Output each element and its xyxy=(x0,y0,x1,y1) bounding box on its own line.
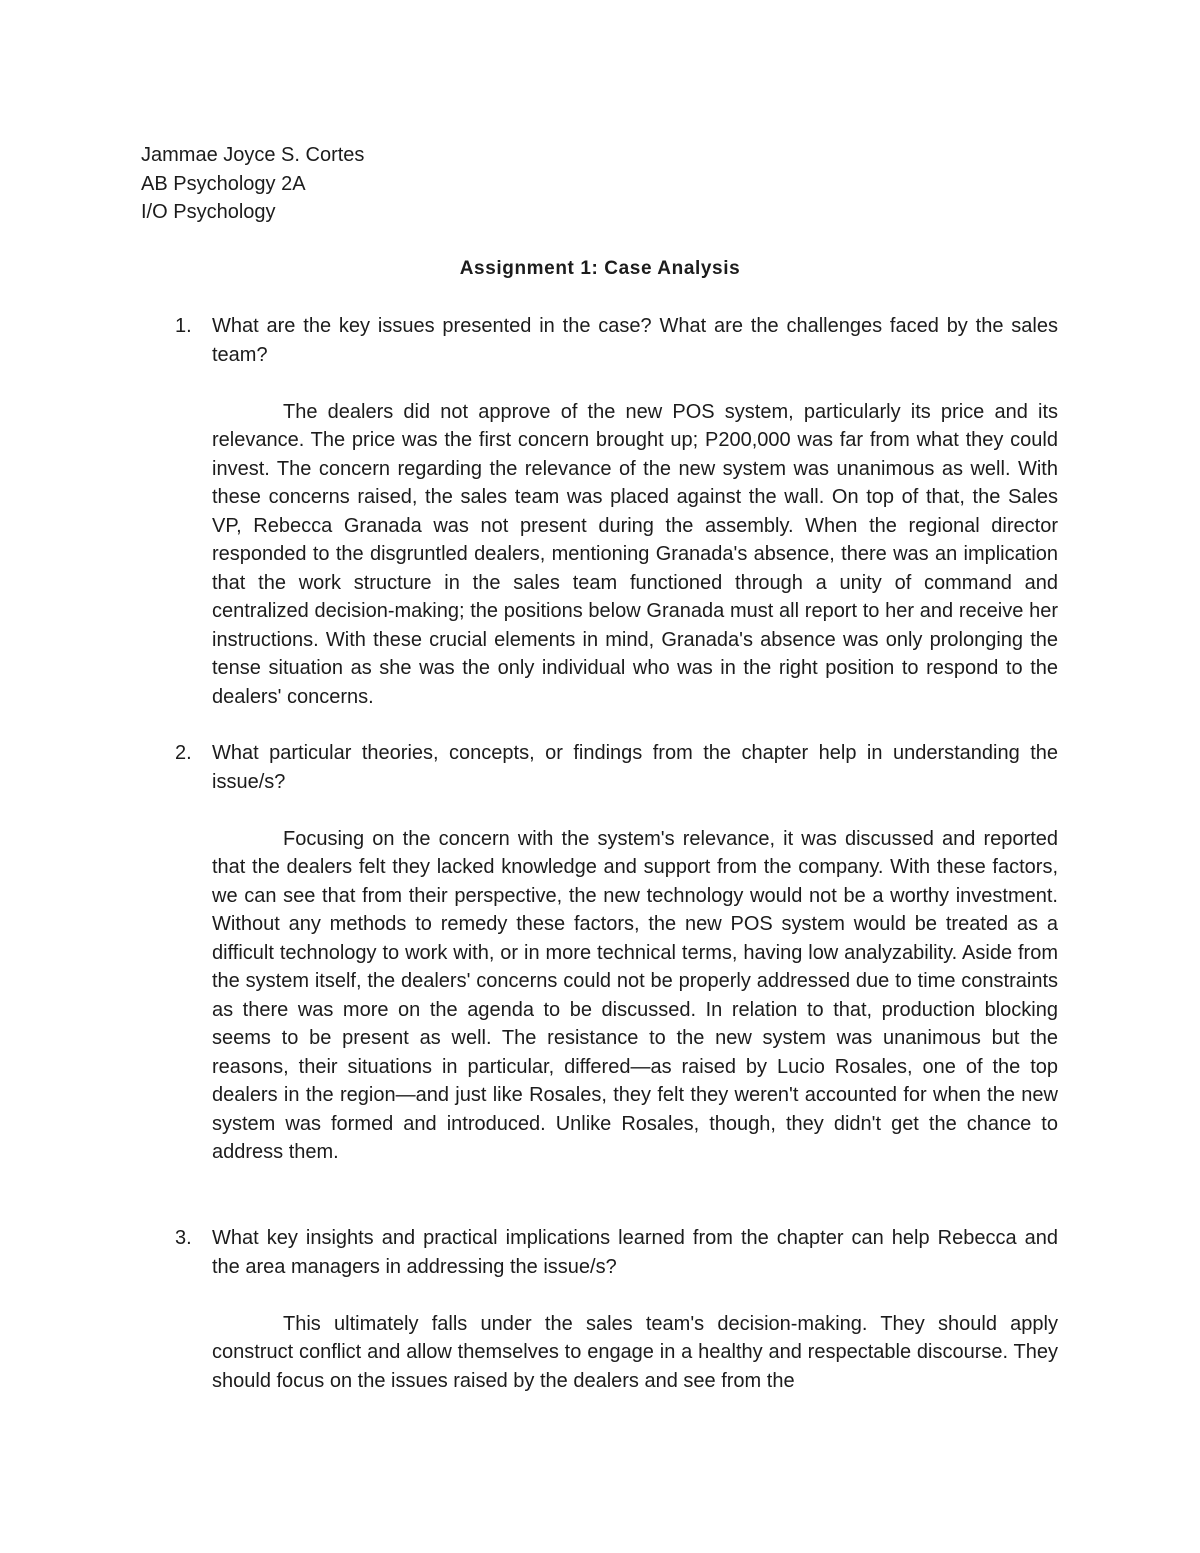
question-text: What are the key issues presented in the case? What are the challenges faced by the sales team? xyxy=(212,315,1058,366)
question-number: 2. xyxy=(175,742,192,764)
question-2 xyxy=(141,739,1058,796)
student-name: Jammae Joyce S. Cortes xyxy=(141,144,365,166)
question-text: What key insights and practical implications learned from the chapter can help Rebecca and the area managers in addressing the issue/s? xyxy=(212,1227,1058,1278)
question-block-3 xyxy=(141,1224,1058,1395)
question-1 xyxy=(141,312,1058,369)
question-block-2 xyxy=(141,739,1058,1167)
assignment-title: Assignment 1: Case Analysis xyxy=(459,258,741,279)
student-program: AB Psychology 2A xyxy=(141,172,306,195)
course-name: I/O Psychology xyxy=(141,201,276,223)
student-header xyxy=(141,141,364,227)
answer-2: Focusing on the concern with the system's relevance, it was discussed and reported that the dealers felt they lacked knowledge and support from the company. With these factors, we can see that from their perspective, the new technology would not be a worthy investment. Without any methods to remedy these factors, the new POS system would be treated as a difficult technology to work with, or in more technical terms, having low analyzability. Aside from the system itself, the dealers' concerns could not be properly addressed due to time constraints as there was more on the agenda to be discussed. In relation to that, production blocking seems to be present as well. The resistance to the new system was unanimous but the reasons, their situations in particular, differed—as raised by Lucio Rosales, one of the top dealers in the region—and just like Rosales, they felt they weren't accounted for when the new system was formed and introduced. Unlike Rosales, though, they didn't get the chance to address them. xyxy=(212,827,1058,1163)
question-text: What particular theories, concepts, or findings from the chapter help in understanding the issue/s? xyxy=(212,742,1058,793)
answer-3: This ultimately falls under the sales team's decision-making. They should apply construct conflict and allow themselves to engage in a healthy and respectable discourse. They should focus on the issues raised by the dealers and see from the xyxy=(212,1312,1058,1392)
question-number: 1. xyxy=(175,315,192,337)
question-block-1 xyxy=(141,312,1058,711)
question-3 xyxy=(141,1224,1058,1281)
question-number: 3. xyxy=(175,1227,192,1249)
answer-1: The dealers did not approve of the new POS system, particularly its price and its relevance. The price was the first concern brought up; P200,000 was far from what they could invest. The concern regarding the relevance of the new system was unanimous as well. With these concerns raised, the sales team was placed against the wall. On top of that, the Sales VP, Rebecca Granada was not present during the assembly. When the regional director responded to the disgruntled dealers, mentioning Granada's absence, there was an implication that the work structure in the sales team functioned through a unity of command and centralized decision-making; the positions below Granada must all report to her and receive her instructions. With these crucial elements in mind, Granada's absence was only prolonging the tense situation as she was the only individual who was in the right position to respond to the dealers' concerns. xyxy=(212,400,1058,708)
